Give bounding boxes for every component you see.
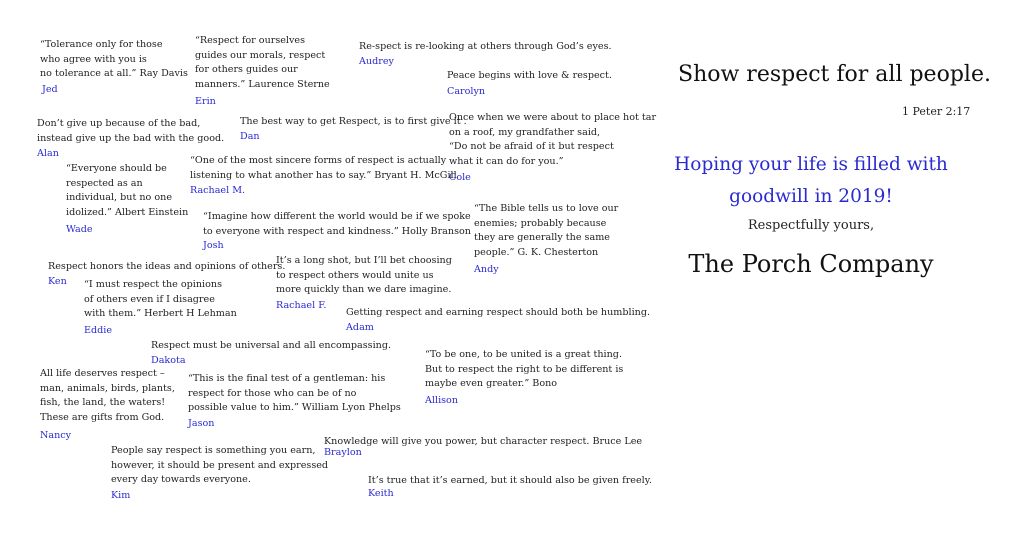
- quote-braylon: Knowledge will give you power, but character respect. Bruce Lee: [324, 436, 643, 447]
- quote-carolyn: Peace begins with love & respect.: [447, 70, 612, 81]
- name-rachael-m: Rachael M.: [190, 185, 246, 196]
- name-andy: Andy: [474, 264, 499, 275]
- name-ken: Ken: [48, 276, 67, 287]
- name-keith: Keith: [368, 488, 394, 499]
- name-jason: Jason: [188, 418, 215, 429]
- quote-keith: It’s true that it’s earned, but it should also be given freely.: [368, 475, 652, 486]
- quote-wade: “Everyone should be respected as an individual, but no one idolized.” Albert Einstein: [66, 163, 189, 218]
- quote-josh: “Imagine how different the world would be if we spoke to everyone with respect and kindness.” Holly Branson: [203, 211, 471, 237]
- name-adam: Adam: [346, 322, 374, 333]
- name-eddie: Eddie: [84, 325, 113, 336]
- quote-cole: Once when we were about to place hot tar on a roof, my grandfather said, “Do not be afraid of it but respect what it can do for you.”: [449, 112, 657, 167]
- quote-nancy: All life deserves respect – man, animals, birds, plants, fish, the land, the waters! These are gifts from God.: [40, 368, 175, 423]
- name-dan: Dan: [240, 131, 260, 142]
- quote-jed: “Tolerance only for those who agree with you is no tolerance at all.” Ray Davis: [40, 39, 188, 79]
- quote-rachael-f: It’s a long shot, but I’ll bet choosing to respect others would unite us more quickly than we dare imagine.: [276, 255, 452, 295]
- name-josh: Josh: [203, 240, 224, 251]
- name-wade: Wade: [66, 224, 93, 235]
- quote-allison: “To be one, to be united is a great thing. But to respect the right to be different is maybe even greater.” Bono: [425, 349, 624, 389]
- verse-reference: 1 Peter 2:17: [902, 105, 971, 118]
- greeting-message: Hoping your life is filled with goodwill in 2019!: [674, 154, 948, 207]
- page-title: Show respect for all people.: [678, 62, 991, 87]
- quote-ken: Respect honors the ideas and opinions of others.: [48, 261, 286, 272]
- name-dakota: Dakota: [151, 355, 186, 366]
- quote-dakota: Respect must be universal and all encompassing.: [151, 340, 392, 351]
- name-jed: Jed: [42, 84, 58, 95]
- quote-adam: Getting respect and earning respect should both be humbling.: [346, 307, 651, 318]
- name-braylon: Braylon: [324, 447, 362, 458]
- quote-andy: “The Bible tells us to love our enemies; probably because they are generally the same people.” G. K. Chesterton: [474, 203, 619, 258]
- quote-jason: “This is the final test of a gentleman: his respect for those who can be of no possible value to him.” William Lyon Phelps: [188, 373, 401, 413]
- quote-dan: The best way to get Respect, is to first give it .: [240, 116, 467, 127]
- name-rachael-f: Rachael F.: [276, 300, 327, 311]
- name-nancy: Nancy: [40, 430, 72, 441]
- quote-eddie: “I must respect the opinions of others even if I disagree with them.” Herbert H Lehman: [84, 279, 237, 319]
- quote-kim: People say respect is something you earn, however, it should be present and expressed every day towards everyone.: [111, 445, 329, 485]
- name-allison: Allison: [425, 395, 459, 406]
- name-cole: Cole: [449, 172, 471, 183]
- name-audrey: Audrey: [359, 56, 394, 67]
- name-carolyn: Carolyn: [447, 86, 486, 97]
- quote-audrey: Re-spect is re-looking at others through God’s eyes.: [359, 41, 612, 52]
- name-alan: Alan: [37, 148, 59, 159]
- company-name: The Porch Company: [688, 250, 934, 278]
- name-erin: Erin: [195, 96, 216, 107]
- closing-text: Respectfully yours,: [747, 218, 875, 233]
- quote-rachael-m: “One of the most sincere forms of respect is actually listening to what another has to say.” Bryant H. McGill: [190, 155, 457, 181]
- name-kim: Kim: [111, 490, 131, 501]
- quote-alan: Don’t give up because of the bad, instead give up the bad with the good.: [37, 118, 225, 144]
- quote-erin: “Respect for ourselves guides our morals, respect for others guides our manners.” Laurence Sterne: [195, 35, 330, 90]
